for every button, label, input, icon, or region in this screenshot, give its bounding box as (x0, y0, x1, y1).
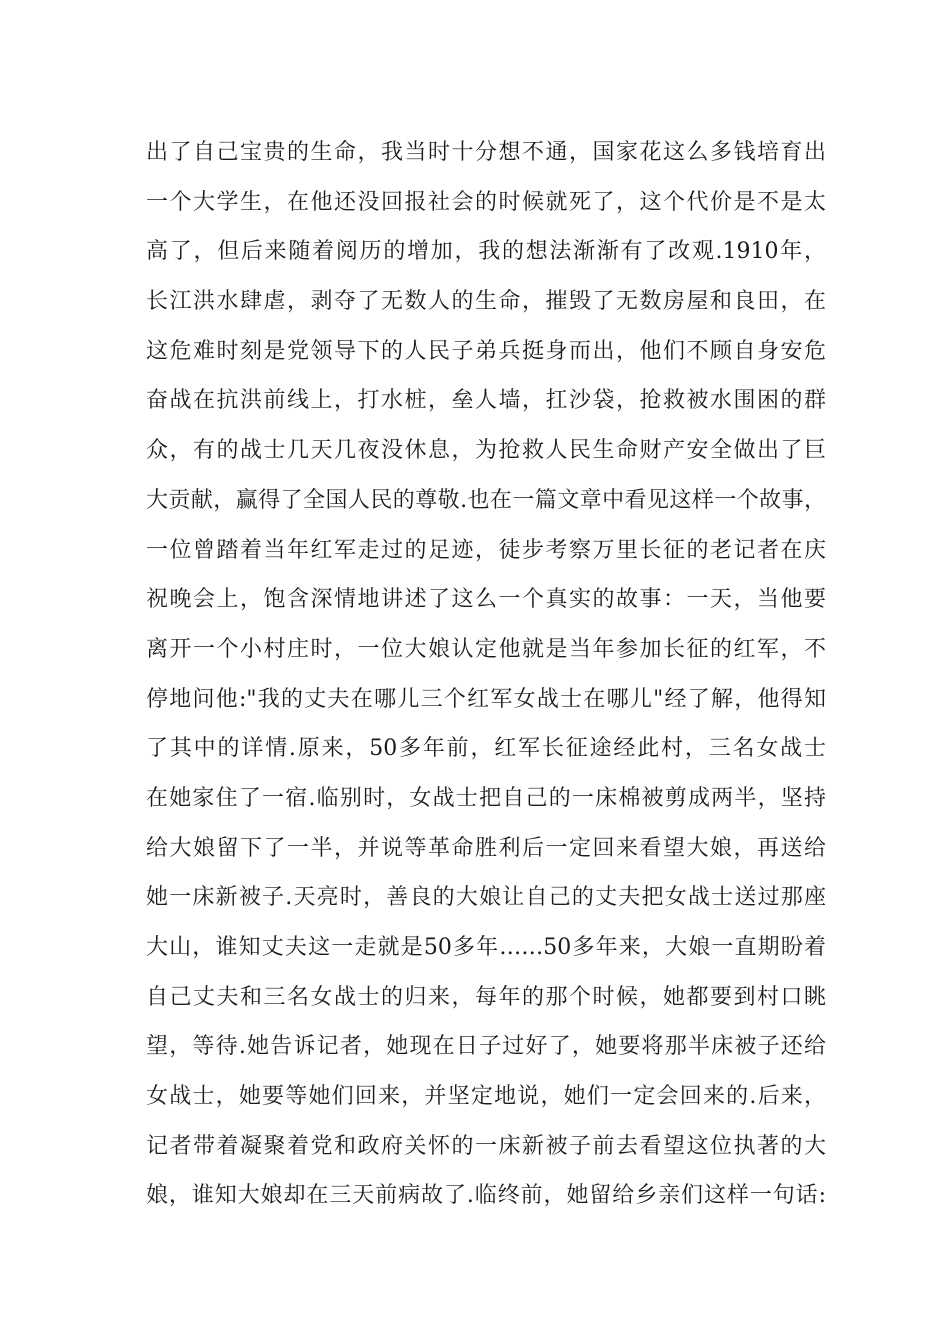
text-line: 停地问他:"我的丈夫在哪儿三个红军女战士在哪儿"经了解，他得知 (146, 686, 826, 712)
text-line: 一个大学生，在他还没回报社会的时候就死了，这个代价是不是太 (146, 189, 826, 215)
text-line: 望，等待.她告诉记者，她现在日子过好了，她要将那半床被子还给 (146, 1034, 826, 1060)
text-line: 记者带着凝聚着党和政府关怀的一床新被子前去看望这位执著的大 (146, 1133, 826, 1159)
text-line: 她一床新被子.天亮时，善良的大娘让自己的丈夫把女战士送过那座 (146, 885, 826, 911)
text-line: 在她家住了一宿.临别时，女战士把自己的一床棉被剪成两半，坚持 (146, 785, 826, 811)
text-line: 众，有的战士几天几夜没休息，为抢救人民生命财产安全做出了巨 (146, 438, 826, 464)
text-line: 高了，但后来随着阅历的增加，我的想法渐渐有了改观.1910年， (146, 239, 826, 265)
text-line: 一位曾踏着当年红军走过的足迹，徒步考察万里长征的老记者在庆 (146, 537, 826, 563)
text-line: 离开一个小村庄时，一位大娘认定他就是当年参加长征的红军，不 (146, 636, 826, 662)
text-line: 奋战在抗洪前线上，打水桩，垒人墙，扛沙袋，抢救被水围困的群 (146, 388, 826, 414)
text-line: 娘，谁知大娘却在三天前病故了.临终前，她留给乡亲们这样一句话: (146, 1183, 826, 1209)
text-line: 大山，谁知丈夫这一走就是50多年……50多年来，大娘一直期盼着 (146, 935, 826, 960)
text-line: 这危难时刻是党领导下的人民子弟兵挺身而出，他们不顾自身安危 (146, 338, 826, 364)
text-line: 大贡献，赢得了全国人民的尊敬.也在一篇文章中看见这样一个故事， (146, 487, 826, 513)
body-text (146, 128, 826, 1221)
text-line: 祝晚会上，饱含深情地讲述了这么一个真实的故事：一天，当他要 (146, 587, 826, 613)
text-line: 了其中的详情.原来，50多年前，红军长征途经此村，三名女战士 (146, 736, 826, 762)
text-line: 出了自己宝贵的生命，我当时十分想不通，国家花这么多钱培育出 (146, 140, 826, 165)
text-line: 长江洪水肆虐，剥夺了无数人的生命，摧毁了无数房屋和良田，在 (146, 289, 826, 315)
text-line: 给大娘留下了一半，并说等革命胜利后一定回来看望大娘，再送给 (146, 835, 826, 861)
text-line: 自己丈夫和三名女战士的归来，每年的那个时候，她都要到村口眺 (146, 984, 826, 1010)
text-line: 女战士，她要等她们回来，并坚定地说，她们一定会回来的.后来， (146, 1084, 826, 1110)
